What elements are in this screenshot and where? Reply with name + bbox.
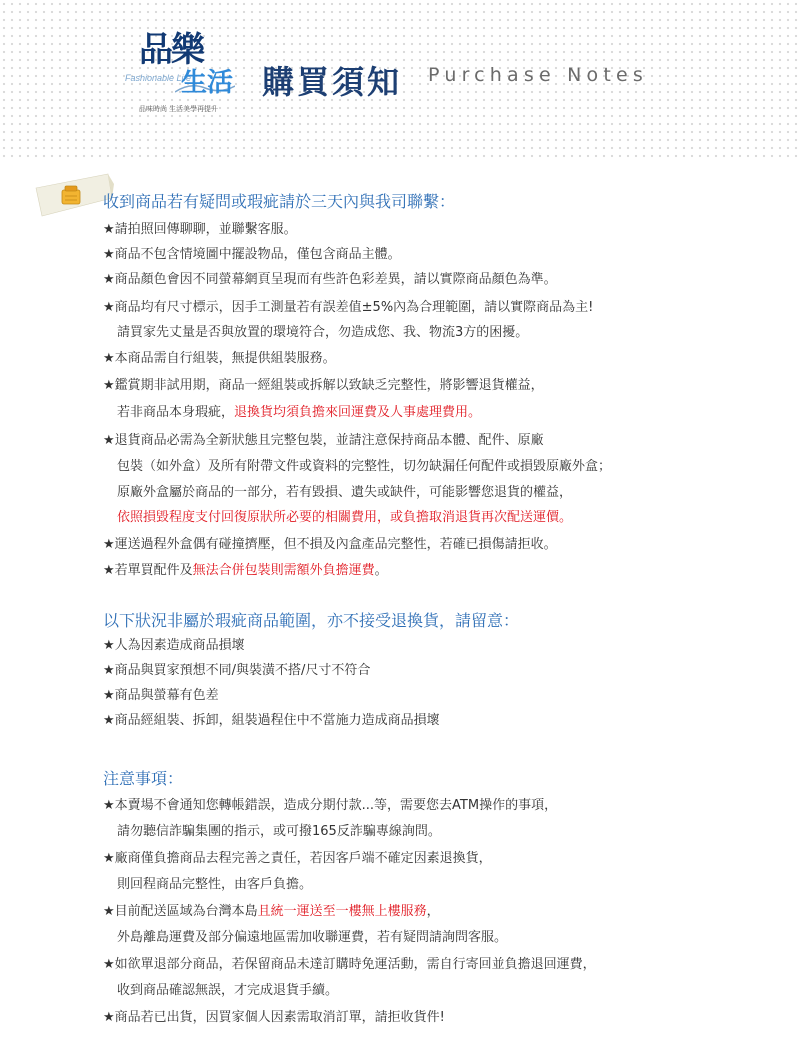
note-text: ★運送過程外盒偶有碰撞擠壓，但不損及內盒產品完整性，若確已損傷請拒收。 xyxy=(103,537,557,552)
note-text: ★若單買配件及 xyxy=(103,563,193,578)
page-title: 購買須知 xyxy=(262,63,403,101)
note-text: ★商品不包含情境圖中擺設物品，僅包含商品主體。 xyxy=(103,247,401,262)
note-text: ★鑑賞期非試用期，商品一經組裝或拆解以致缺乏完整性，將影響退貨權益， xyxy=(103,378,544,393)
note-text: ★商品與買家預想不同/與裝潢不搭/尺寸不符合 xyxy=(103,663,371,678)
note-line xyxy=(103,1006,445,1025)
highlight-text: 退換貨均須負擔來回運費及人事處理費用。 xyxy=(234,405,482,420)
note-text: ★退貨商品必需為全新狀態且完整包裝，並請注意保持商品本體、配件、原廠 xyxy=(103,433,544,448)
note-line xyxy=(117,926,507,945)
page-subtitle: Purchase Notes xyxy=(428,64,648,86)
logo-top-text: 品樂 xyxy=(139,30,203,70)
note-text: ★如欲單退部分商品，若保留商品未達訂購時免運活動，需自行寄回並負擔退回運費， xyxy=(103,957,596,972)
note-text: ★商品顏色會因不同螢幕網頁呈現而有些許色彩差異，請以實際商品顏色為準。 xyxy=(103,272,557,287)
note-line xyxy=(103,634,245,653)
note-line xyxy=(103,900,440,919)
note-line xyxy=(103,953,596,972)
note-text: 請買家先丈量是否與放置的環境符合，勿造成您、我、物流3方的困擾。 xyxy=(117,325,529,340)
note-text: 原廠外盒屬於商品的一部分，若有毀損、遺失或缺件，可能影響您退貨的權益， xyxy=(117,485,573,500)
page-header xyxy=(0,0,800,160)
note-line xyxy=(117,979,338,998)
note-line xyxy=(103,659,370,678)
note-line xyxy=(103,347,336,366)
note-text: ★商品均有尺寸標示，因手工測量若有誤差值±5%內為合理範圍，請以實際商品為主! xyxy=(103,300,594,315)
note-line xyxy=(103,218,297,237)
note-text: 收到商品確認無誤，才完成退貨手續。 xyxy=(117,983,339,998)
note-line xyxy=(103,268,557,287)
note-text: ★廠商僅負擔商品去程完善之責任，若因客戶端不確定因素退換貨， xyxy=(103,851,492,866)
note-line xyxy=(103,709,440,728)
note-text: 請勿聽信詐騙集團的指示，或可撥165反詐騙專線詢問。 xyxy=(117,824,441,839)
note-line xyxy=(117,401,481,420)
highlight-text: 依照損毀程度支付回復原狀所必要的相關費用，或負擔取消退貨再次配送運價。 xyxy=(117,510,573,525)
logo-tagline: 品味時尚 生活美學再提升 xyxy=(139,106,218,113)
brand-logo xyxy=(125,20,250,120)
note-text: ★人為因素造成商品損壞 xyxy=(103,638,245,653)
section-heading: 收到商品若有疑問或瑕疵請於三天內與我司聯繫： xyxy=(103,192,456,211)
note-line xyxy=(103,559,388,578)
logo-bottom-text: 生活 xyxy=(181,68,234,98)
note-line xyxy=(103,847,492,866)
note-text: ★商品若已出貨，因買家個人因素需取消訂單，請拒收貨件! xyxy=(103,1010,445,1025)
note-text: 包裝（如外盒）及所有附帶文件或資料的完整性，切勿缺漏任何配件或損毀原廠外盒； xyxy=(117,459,612,474)
note-text: ★本商品需自行組裝，無提供組裝服務。 xyxy=(103,351,336,366)
highlight-text: 無法合併包裝則需額外負擔運費 xyxy=(192,563,375,578)
note-text-suffix: ， xyxy=(426,904,440,919)
note-line xyxy=(117,873,312,892)
note-line xyxy=(117,506,572,525)
highlight-text: 且統一運送至一樓無上樓服務 xyxy=(257,904,427,919)
note-text: 外島離島運費及部分偏遠地區需加收聯運費，若有疑問請詢問客服。 xyxy=(117,930,508,945)
section-heading: 以下狀況非屬於瑕疵商品範圍，亦不接受退換貨，請留意： xyxy=(103,611,520,630)
note-text: 則回程商品完整性，由客戶負擔。 xyxy=(117,877,313,892)
note-text: ★請拍照回傳聊聊，並聯繫客服。 xyxy=(103,222,297,237)
note-line xyxy=(103,243,401,262)
note-line xyxy=(103,684,219,703)
note-text: ★目前配送區域為台灣本島 xyxy=(103,904,258,919)
note-line xyxy=(117,455,611,474)
note-text-suffix: 。 xyxy=(374,563,388,578)
note-line xyxy=(103,296,593,315)
logo-english-text: Fashionable Life xyxy=(125,73,192,83)
note-text: ★商品經組裝、拆卸，組裝過程住中不當施力造成商品損壞 xyxy=(103,713,440,728)
note-line xyxy=(103,429,544,448)
note-line xyxy=(117,321,528,340)
note-text: 若非商品本身瑕疵， xyxy=(117,405,235,420)
note-text: ★商品與螢幕有色差 xyxy=(103,688,219,703)
note-text: ★本賣場不會通知您轉帳錯誤，造成分期付款...等，需要您去ATM操作的事項， xyxy=(103,798,558,813)
note-line xyxy=(117,820,441,839)
section-heading: 注意事項： xyxy=(103,769,184,788)
note-line xyxy=(103,533,557,552)
tape-note-icon xyxy=(28,170,114,222)
note-line xyxy=(103,794,557,813)
note-line xyxy=(117,481,572,500)
note-line xyxy=(103,374,544,393)
